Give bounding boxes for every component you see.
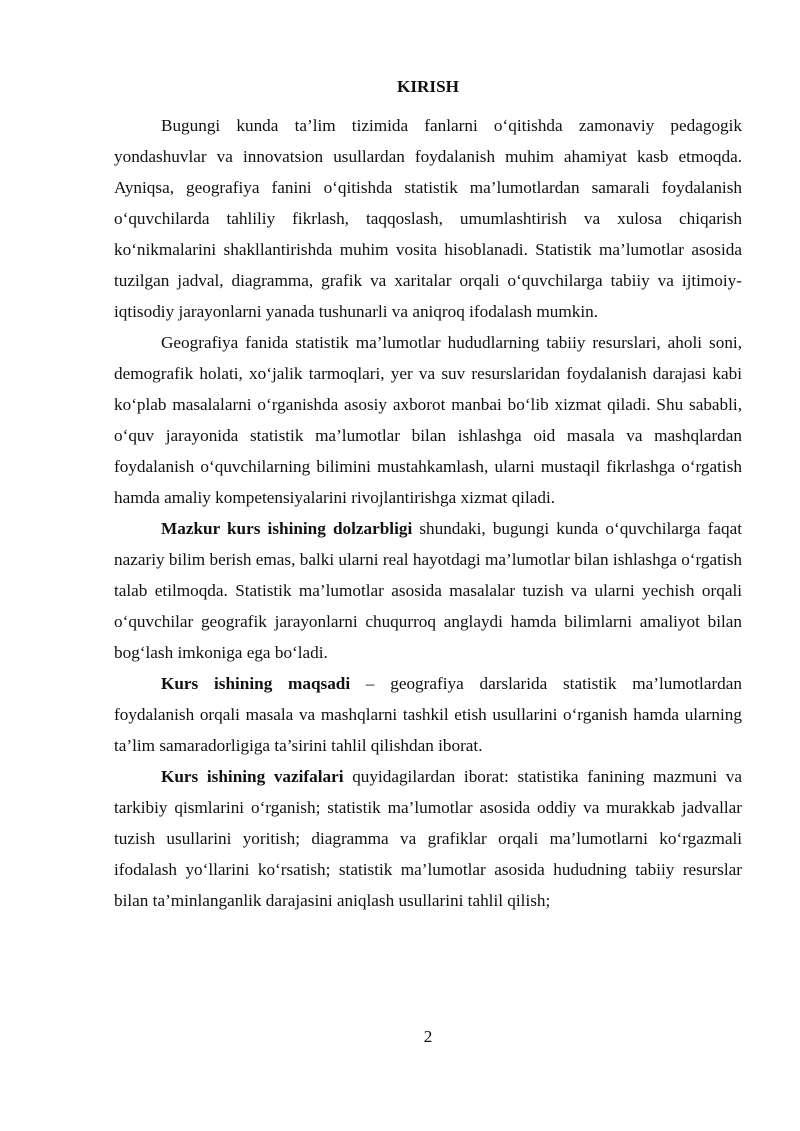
paragraph-intro xyxy=(114,110,742,327)
paragraph-text: quyidagilardan iborat: statistika fanining mazmuni va tarkibiy qismlarini o‘rganish; statistik ma’lumotlar asosida oddiy va murakkab jadvallar tuzish usullarini yoritish; diagramma va grafiklar orqali ma’lumotlarni ko‘rgazmali ifodalash yo‘llarini ko‘rsatish; statistik ma’lumotlar asosida hududning tabiiy resurslar bilan ta’minlanganlik darajasini aniqlash usullarini tahlil qilish; xyxy=(114,767,742,910)
paragraph-tasks xyxy=(114,761,742,916)
paragraph-text: Geografiya fanida statistik ma’lumotlar hududlarning tabiiy resurslari, aholi soni, demografik holati, xo‘jalik tarmoqlari, yer va suv resurslaridan foydalanish darajasi kabi ko‘plab masalalarni o‘rganishda asosiy axborot manbai bo‘lib xizmat qiladi. Shu sababli, o‘quv jarayonida statistik ma’lumotlar bilan ishlashga oid masala va mashqlardan foydalanish o‘quvchilarning bilimini mustahkamlash, ularni mustaqil fikrlashga o‘rgatish hamda amaliy kompetensiyalarini rivojlantirishga xizmat qiladi. xyxy=(114,333,742,507)
paragraph-text: shundaki, bugungi kunda o‘quvchilarga faqat nazariy bilim berish emas, balki ularni real hayotdagi ma’lumotlar bilan ishlashga o‘rgatish talab etilmoqda. Statistik ma’lumotlar asosida masalalar tuzish va ularni yechish orqali o‘quvchilar geografik jarayonlarni chuqurroq anglaydi hamda bilimlarni amaliyot bilan bog‘lash imkoniga ega bo‘ladi. xyxy=(114,519,742,662)
page-number: 2 xyxy=(423,1027,433,1046)
paragraph-bold-lead: Kurs ishining maqsadi xyxy=(161,674,351,693)
paragraph-text: Bugungi kunda ta’lim tizimida fanlarni o‘qitishda zamonaviy pedagogik yondashuvlar va innovatsion usullardan foydalanish muhim ahamiyat kasb etmoqda. Ayniqsa, geografiya fanini o‘qitishda statistik ma’lumotlardan samarali foydalanish o‘quvchilarda tahliliy fikrlash, taqqoslash, umumlashtirish va xulosa chiqarish ko‘nikmalarini shakllantirishda muhim vosita hisoblanadi. Statistik ma’lumotlar asosida tuzilgan jadval, diagramma, grafik va xaritalar orqali o‘quvchilarga tabiiy va ijtimoiy-iqtisodiy jarayonlarni yanada tushunarli va aniqroq ifodalash mumkin. xyxy=(114,116,742,321)
paragraph-bold-lead: Kurs ishining vazifalari xyxy=(161,767,344,786)
paragraph-text: – geografiya darslarida statistik ma’lumotlardan foydalanish orqali masala va mashqlarni tashkil etish usullarini o‘rganish hamda ularning ta’lim samaradorligiga ta’sirini tahlil qilishdan iborat. xyxy=(114,674,742,755)
paragraph-relevance xyxy=(114,513,742,668)
paragraph-statistics-role xyxy=(114,327,742,513)
paragraph-bold-lead: Mazkur kurs ishining dolzarbligi xyxy=(161,519,413,538)
paragraph-goal xyxy=(114,668,742,761)
body-text xyxy=(114,110,742,916)
section-title: KIRISH xyxy=(396,77,460,96)
